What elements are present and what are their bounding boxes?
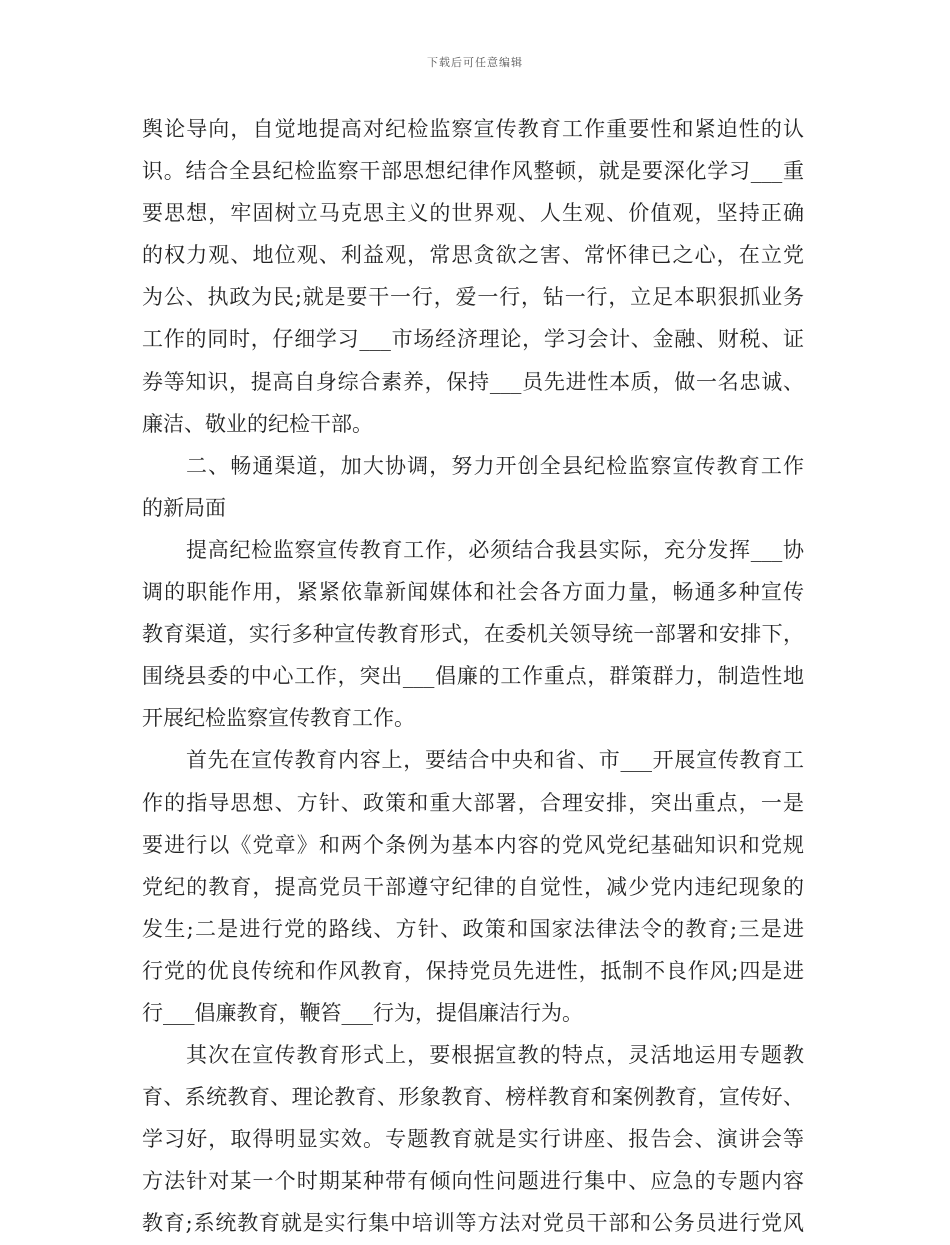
text-line: 其次在宣传教育形式上，要根据宣教的特点，灵活地运用专题教	[186, 1043, 804, 1068]
text-line: 作的指导思想、方针、政策和重大部署，合理安排，突出重点，一是	[142, 790, 804, 815]
text-line: 教育;系统教育就是实行集中培训等方法对党员干部和公务员进行党风	[142, 1211, 804, 1236]
text-line: 学习好，取得明显实效。专题教育就是实行讲座、报告会、演讲会等	[142, 1127, 804, 1152]
section-heading-line: 的新局面	[142, 495, 226, 520]
text-line: 发生;二是进行党的路线、方针、政策和国家法律法令的教育;三是进	[142, 916, 804, 941]
text-line: 调的职能作用，紧紧依靠新闻媒体和社会各方面力量，畅通多种宣传	[142, 580, 804, 605]
text-line: 行党的优良传统和作风教育，保持党员先进性，抵制不良作风;四是进	[142, 958, 804, 983]
text-line: 开展纪检监察宣传教育工作。	[142, 706, 415, 731]
text-line: 识。结合全县纪检监察干部思想纪律作风整顿，就是要深化学习___重	[142, 159, 804, 184]
text-line: 提高纪检监察宣传教育工作，必须结合我县实际，充分发挥___协	[186, 537, 804, 562]
text-line: 行___倡廉教育，鞭笞___行为，提倡廉洁行为。	[142, 1000, 583, 1025]
text-line: 方法针对某一个时期某种带有倾向性问题进行集中、应急的专题内容	[142, 1169, 804, 1194]
text-line: 为公、执政为民;就是要干一行，爱一行，钻一行，立足本职狠抓业务	[142, 285, 804, 310]
text-line: 廉洁、敬业的纪检干部。	[142, 411, 373, 436]
text-line: 工作的同时，仔细学习___市场经济理论，学习会计、金融、财税、证	[142, 327, 804, 352]
section-heading-line: 二、畅通渠道，加大协调，努力开创全县纪检监察宣传教育工作	[186, 453, 804, 478]
text-line: 要进行以《党章》和两个条例为基本内容的党风党纪基础知识和党规	[142, 832, 804, 857]
text-line: 党纪的教育，提高党员干部遵守纪律的自觉性，减少党内违纪现象的	[142, 874, 804, 899]
text-line: 首先在宣传教育内容上，要结合中央和省、市___开展宣传教育工	[186, 748, 804, 773]
text-line: 舆论导向，自觉地提高对纪检监察宣传教育工作重要性和紧迫性的认	[142, 117, 804, 141]
document-body	[142, 108, 804, 1245]
page-header: 下载后可任意编辑	[427, 56, 523, 69]
text-line: 教育渠道，实行多种宣传教育形式，在委机关领导统一部署和安排下，	[142, 622, 804, 647]
text-line: 的权力观、地位观、利益观，常思贪欲之害、常怀律已之心，在立党	[142, 243, 804, 268]
text-line: 育、系统教育、理论教育、形象教育、榜样教育和案例教育，宣传好、	[142, 1085, 804, 1110]
text-line: 券等知识，提高自身综合素养，保持___员先进性本质，做一名忠诚、	[142, 369, 804, 394]
text-line: 围绕县委的中心工作，突出___倡廉的工作重点，群策群力，制造性地	[142, 664, 804, 689]
text-line: 要思想，牢固树立马克思主义的世界观、人生观、价值观，坚持正确	[142, 201, 804, 226]
